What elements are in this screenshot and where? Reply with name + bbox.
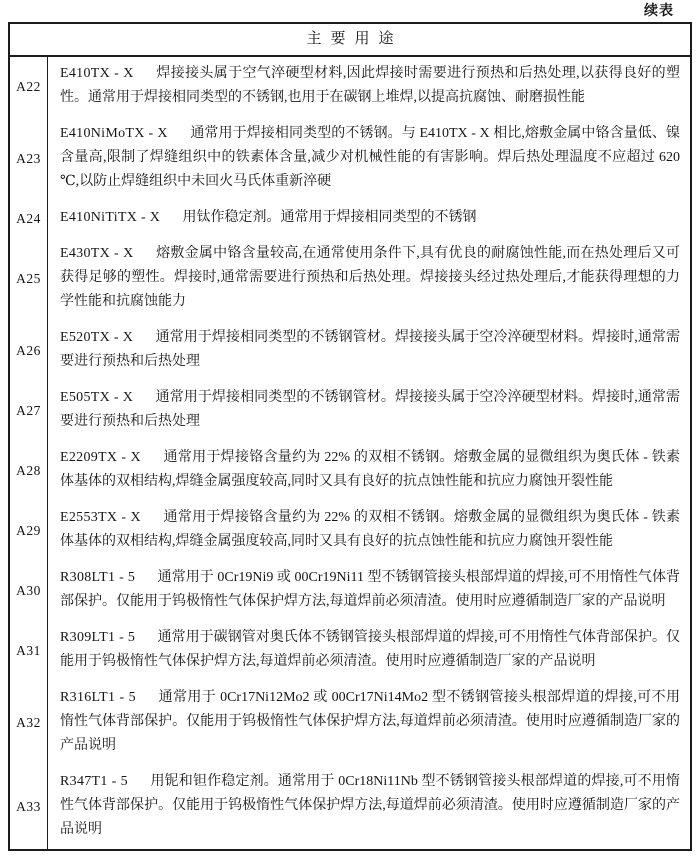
row-description: 通常用于焊接铬含量约为 22% 的双相不锈钢。熔敷金属的显微组织为奥氏体 - 铁素体基体的双相结构,焊缝金属强度较高,同时又具有良好的抗点蚀性能和抗应力腐蚀开裂性能 — [60, 450, 680, 489]
row-description-cell — [48, 117, 690, 201]
row-description: 焊接接头属于空气淬硬型材料,因此焊接时需要进行预热和后热处理,以获得良好的塑性。通常用于焊接相同类型的不锈钢,也用于在碳钢上堆焊,以提高抗腐蚀、耐磨损性能 — [60, 66, 680, 105]
row-model: R316LT1 - 5 — [60, 690, 136, 705]
continued-table-label: 续表 — [644, 4, 674, 19]
row-model: R308LT1 - 5 — [60, 570, 136, 585]
row-code: A28 — [10, 441, 48, 501]
table-row — [10, 237, 690, 321]
row-model: R309LT1 - 5 — [60, 630, 136, 645]
row-description: 通常用于焊接相同类型的不锈钢。与 E410TX - X 相比,熔敷金属中铬含量低、镍含量高,限制了焊缝组织中的铁素体含量,减少对机械性能的有害影响。焊后热处理温度不应超过 620 ℃,以防止焊缝组织中未回火马氏体重新淬硬 — [60, 126, 680, 189]
row-model: R347T1 - 5 — [60, 774, 128, 789]
row-code: A24 — [10, 201, 48, 237]
row-model: E410TX - X — [60, 66, 134, 81]
row-description-cell — [48, 501, 690, 561]
table-row — [10, 321, 690, 381]
row-model: E505TX - X — [60, 390, 134, 405]
row-description-cell — [48, 57, 690, 117]
table-row — [10, 381, 690, 441]
row-description: 通常用于焊接相同类型的不锈钢管材。焊接接头属于空冷淬硬型材料。焊接时,通常需要进行预热和后热处理 — [60, 330, 680, 369]
row-description-cell — [48, 237, 690, 321]
row-description: 通常用于碳钢管对奥氏体不锈钢管接头根部焊道的焊接,可不用惰性气体背部保护。仅能用于钨极惰性气体保护焊方法,每道焊前必须清渣。使用时应遵循制造厂家的产品说明 — [60, 630, 680, 669]
row-code: A22 — [10, 57, 48, 117]
row-description: 通常用于 0Cr19Ni9 或 00Cr19Ni11 型不锈钢管接头根部焊道的焊接,可不用惰性气体背部保护。仅能用于钨极惰性气体保护焊方法,每道焊前必须清渣。使用时应遵循制造厂家的产品说明 — [60, 570, 680, 609]
row-model: E410NiMoTX - X — [60, 126, 168, 141]
row-description-cell — [48, 681, 690, 765]
row-description: 通常用于焊接铬含量约为 22% 的双相不锈钢。熔敷金属的显微组织为奥氏体 - 铁素体基体的双相结构,焊缝金属强度较高,同时又具有良好的抗点蚀性能和抗应力腐蚀开裂性能 — [60, 510, 680, 549]
row-code: A29 — [10, 501, 48, 561]
table-header-main-uses: 主要用途 — [10, 24, 690, 57]
row-model: E520TX - X — [60, 330, 134, 345]
table-row — [10, 57, 690, 117]
row-description-cell — [48, 561, 690, 621]
row-description: 通常用于焊接相同类型的不锈钢管材。焊接接头属于空冷淬硬型材料。焊接时,通常需要进行预热和后热处理 — [60, 390, 680, 429]
row-code: A31 — [10, 621, 48, 681]
row-description-cell — [48, 621, 690, 681]
row-code: A25 — [10, 237, 48, 321]
table-row — [10, 117, 690, 201]
row-description: 用钛作稳定剂。通常用于焊接相同类型的不锈钢 — [182, 210, 477, 225]
row-code: A32 — [10, 681, 48, 765]
row-model: E410NiTiTX - X — [60, 210, 161, 225]
table-row — [10, 681, 690, 765]
table-row — [10, 501, 690, 561]
table-row — [10, 561, 690, 621]
table-row — [10, 201, 690, 237]
table-row — [10, 621, 690, 681]
row-description-cell — [48, 765, 690, 849]
row-code: A26 — [10, 321, 48, 381]
row-description-cell — [48, 441, 690, 501]
main-uses-table — [8, 22, 692, 851]
row-code: A27 — [10, 381, 48, 441]
row-model: E2553TX - X — [60, 510, 141, 525]
row-description: 熔敷金属中铬含量较高,在通常使用条件下,具有优良的耐腐蚀性能,而在热处理后又可获得足够的塑性。焊接时,通常需要进行预热和后热处理。焊接接头经过热处理后,才能获得理想的力学性能和抗腐蚀能力 — [60, 246, 680, 309]
row-description-cell — [48, 201, 690, 237]
table-row — [10, 441, 690, 501]
table-row — [10, 765, 690, 849]
row-code: A23 — [10, 117, 48, 201]
row-model: E430TX - X — [60, 246, 134, 261]
row-code: A33 — [10, 765, 48, 849]
row-description-cell — [48, 321, 690, 381]
row-code: A30 — [10, 561, 48, 621]
row-description: 用铌和钽作稳定剂。通常用于 0Cr18Ni11Nb 型不锈钢管接头根部焊道的焊接,可不用惰性气体背部保护。仅能用于钨极惰性气体保护焊方法,每道焊前必须清渣。使用时应遵循制造厂家的产品说明 — [60, 774, 680, 837]
row-model: E2209TX - X — [60, 450, 141, 465]
row-description: 通常用于 0Cr17Ni12Mo2 或 00Cr17Ni14Mo2 型不锈钢管接头根部焊道的焊接,可不用惰性气体背部保护。仅能用于钨极惰性气体保护焊方法,每道焊前必须清渣。使用时应遵循制造厂家的产品说明 — [60, 690, 680, 753]
row-description-cell — [48, 381, 690, 441]
